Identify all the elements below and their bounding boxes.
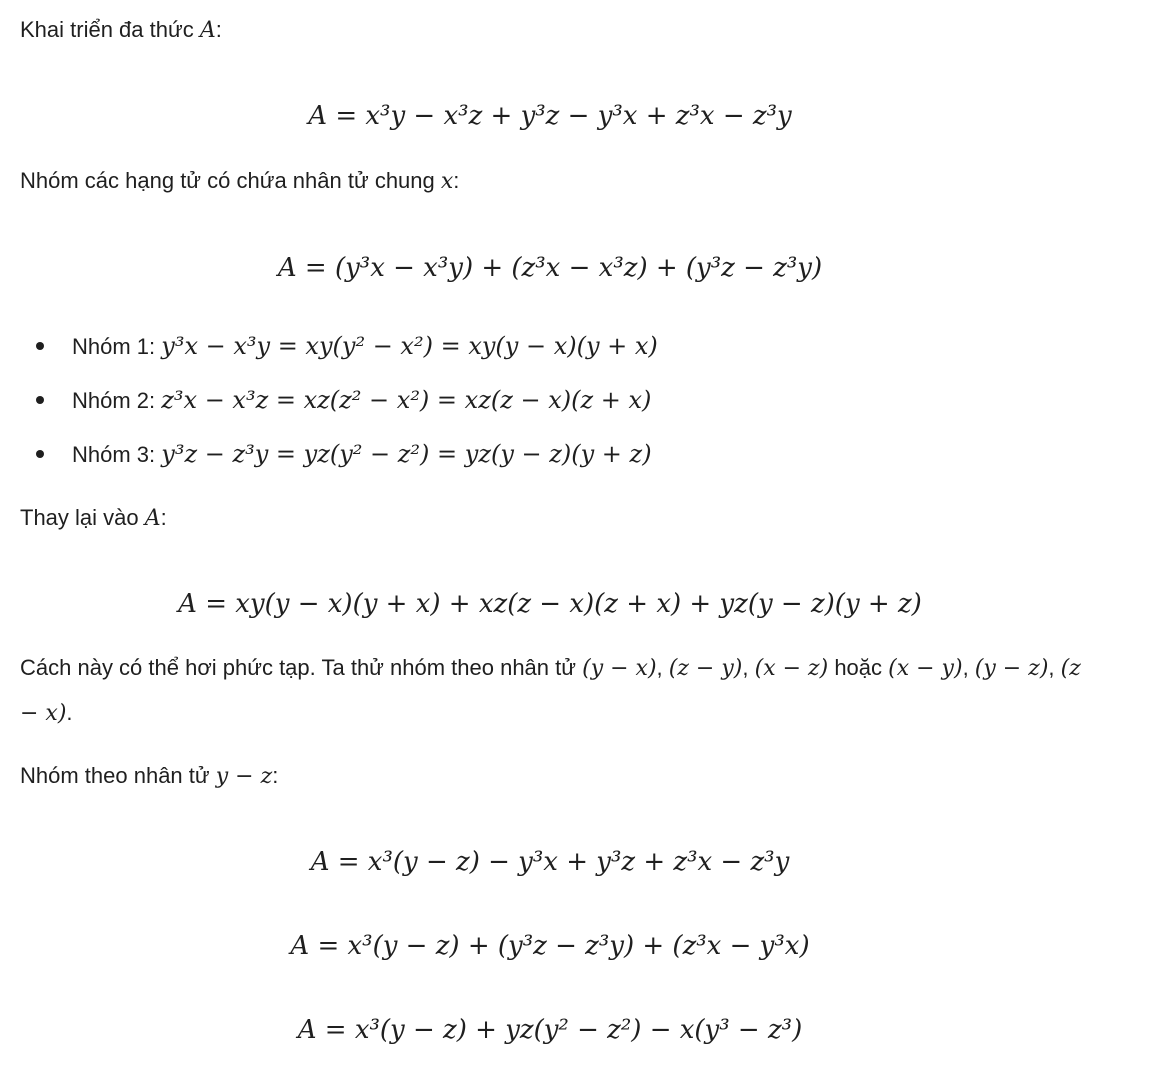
paragraph-text: , (656, 655, 669, 680)
list-item-label: Nhóm 3: (72, 442, 162, 467)
equation-4: A = x³(y − z) − y³x + y³z + z³x − z³y (310, 847, 790, 877)
math-inline: (z − y) (668, 656, 743, 681)
list-item-group-2 (72, 380, 651, 421)
paragraph-group-yz (20, 754, 278, 799)
paragraph-alternative (20, 646, 1100, 736)
paragraph-text: Thay lại vào (20, 505, 145, 530)
list-item-label: Nhóm 2: (72, 388, 162, 413)
paragraph-text: , (962, 655, 975, 680)
paragraph-text: : (160, 505, 167, 530)
math-inline: (y − z) (974, 656, 1049, 681)
paragraph-expand (20, 8, 222, 53)
paragraph-text: . (66, 700, 73, 725)
math-inline: z³x − x³z = xz(z² − x²) = xz(z − x)(z + x) (161, 386, 652, 414)
paragraph-text: hoặc (828, 655, 889, 680)
equation-3: A = xy(y − x)(y + x) + xz(z − x)(z + x) + yz(y − z)(y + z) (178, 589, 922, 619)
math-inline: (x − z) (754, 656, 829, 681)
paragraph-text: Khai triển đa thức (20, 17, 200, 42)
math-inline: (x − y) (888, 656, 963, 681)
paragraph-group-x (20, 159, 459, 204)
math-inline: A (199, 18, 216, 43)
paragraph-text: Nhóm các hạng tử có chứa nhân tử chung (20, 168, 441, 193)
list-item-label: Nhóm 1: (72, 334, 162, 359)
paragraph-text: : (272, 763, 279, 788)
math-inline: y − z (215, 764, 273, 789)
math-inline: y³z − z³y = yz(y² − z²) = yz(y − z)(y + z) (161, 440, 652, 468)
equation-5: A = x³(y − z) + (y³z − z³y) + (z³x − y³x) (290, 931, 810, 961)
equation-6: A = x³(y − z) + yz(y² − z²) − x(y³ − z³) (297, 1015, 803, 1045)
bullet-icon (36, 450, 44, 458)
math-inline: (z − x) (20, 656, 1081, 726)
bullet-icon (36, 396, 44, 404)
equation-1: A = x³y − x³z + y³z − y³x + z³x − z³y (308, 101, 792, 131)
math-inline: (y − x) (582, 656, 657, 681)
paragraph-text: Cách này có thể hơi phức tạp. Ta thử nhóm theo nhân tử (20, 655, 583, 680)
paragraph-text: : (215, 17, 222, 42)
math-inline: y³x − x³y = xy(y² − x²) = xy(y − x)(y + x) (161, 332, 658, 360)
paragraph-text: : (453, 168, 460, 193)
math-inline: x (440, 169, 454, 194)
list-item-group-3 (72, 434, 652, 475)
bullet-icon (36, 342, 44, 350)
paragraph-text: , (742, 655, 755, 680)
paragraph-text: , (1048, 655, 1061, 680)
math-inline: A (144, 506, 161, 531)
equation-2: A = (y³x − x³y) + (z³x − x³z) + (y³z − z³y) (277, 253, 823, 283)
list-item-group-1 (72, 326, 658, 367)
paragraph-text: Nhóm theo nhân tử (20, 763, 216, 788)
paragraph-substitute (20, 496, 167, 541)
